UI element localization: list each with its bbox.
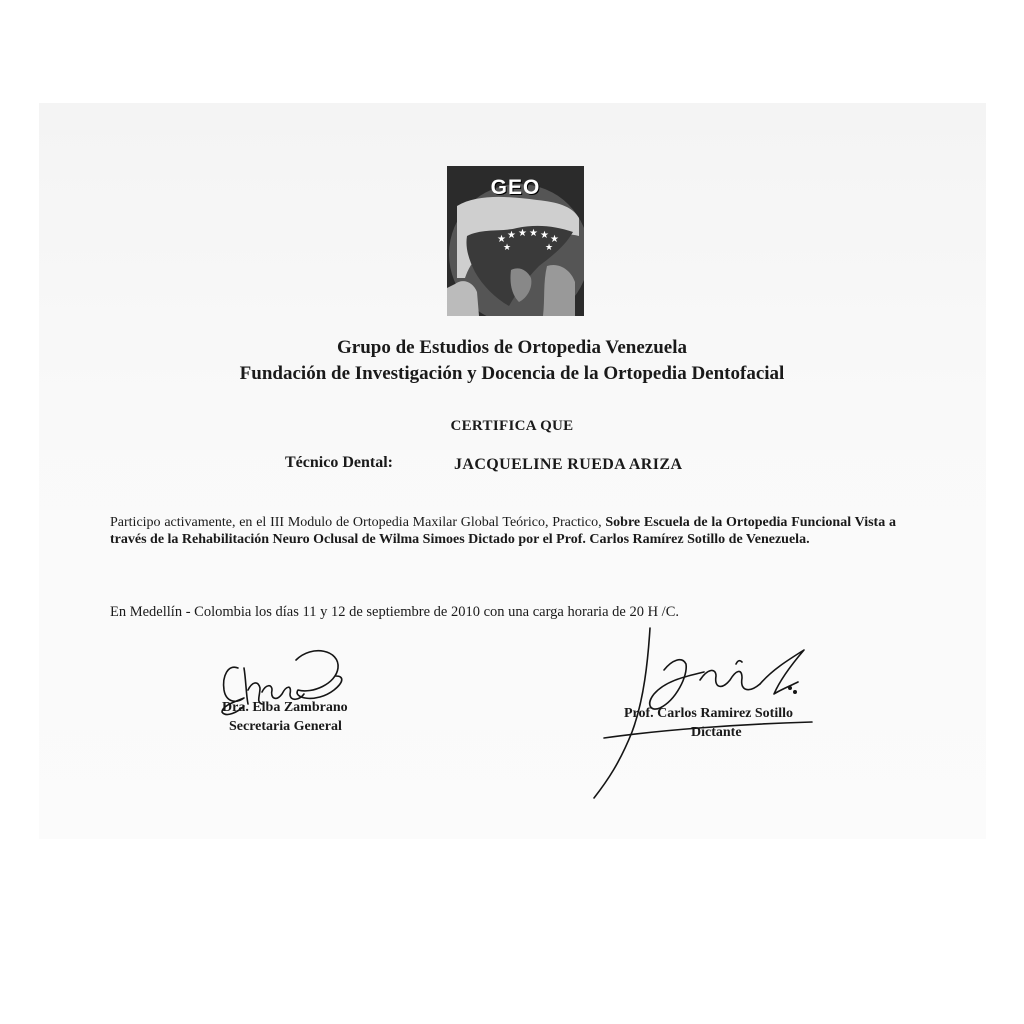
recipient-name: JACQUELINE RUEDA ARIZA [454,456,683,473]
signature-2-stroke [736,661,742,664]
signatory-2-role: Dictante [691,725,742,740]
organization-name: Grupo de Estudios de Ortopedia Venezuela [337,337,687,358]
svg-text:★: ★ [497,234,506,245]
svg-text:★: ★ [545,242,554,252]
svg-text:★: ★ [540,230,549,241]
signature-2-stroke [700,670,760,689]
signatory-2-name: Prof. Carlos Ramirez Sotillo [624,706,794,721]
logo-text: GEO [490,176,541,199]
signature-2-stroke [650,660,704,709]
signature-2-stroke [594,628,650,798]
svg-text:★: ★ [507,230,516,241]
place-date-line: En Medellín - Colombia los días 11 y 12 de septiembre de 2010 con una carga horaria de 20 H /C. [110,604,679,620]
signatory-1-name: Dra. Elba Zambrano [222,700,348,715]
body-text-bold: Sobre Escuela de la Ortopedia Funcional Vista a través de la Rehabilitación Neuro Oclusal de Wilma Simoes Dictado por el Prof. Carlos Ramírez Sotillo de Venezuela. [110,515,896,547]
recipient-label: Técnico Dental: [285,454,393,471]
signature-2-stroke [760,650,804,694]
foundation-name: Fundación de Investigación y Docencia de la Ortopedia Dentofacial [239,363,785,384]
svg-text:★: ★ [529,228,538,239]
certifica-heading: CERTIFICA QUE [450,418,574,434]
signatory-1-role: Secretaria General [229,719,342,734]
signature-1-stroke [222,667,244,714]
body-text-regular: Participo activamente, en el III Modulo de Ortopedia Maxilar Global Teórico, Practico, [110,515,606,530]
svg-text:★: ★ [550,234,559,245]
signature-1-stroke [244,668,262,704]
svg-text:★: ★ [503,242,512,252]
signature-1-stroke [296,651,342,699]
svg-text:★: ★ [518,228,527,239]
